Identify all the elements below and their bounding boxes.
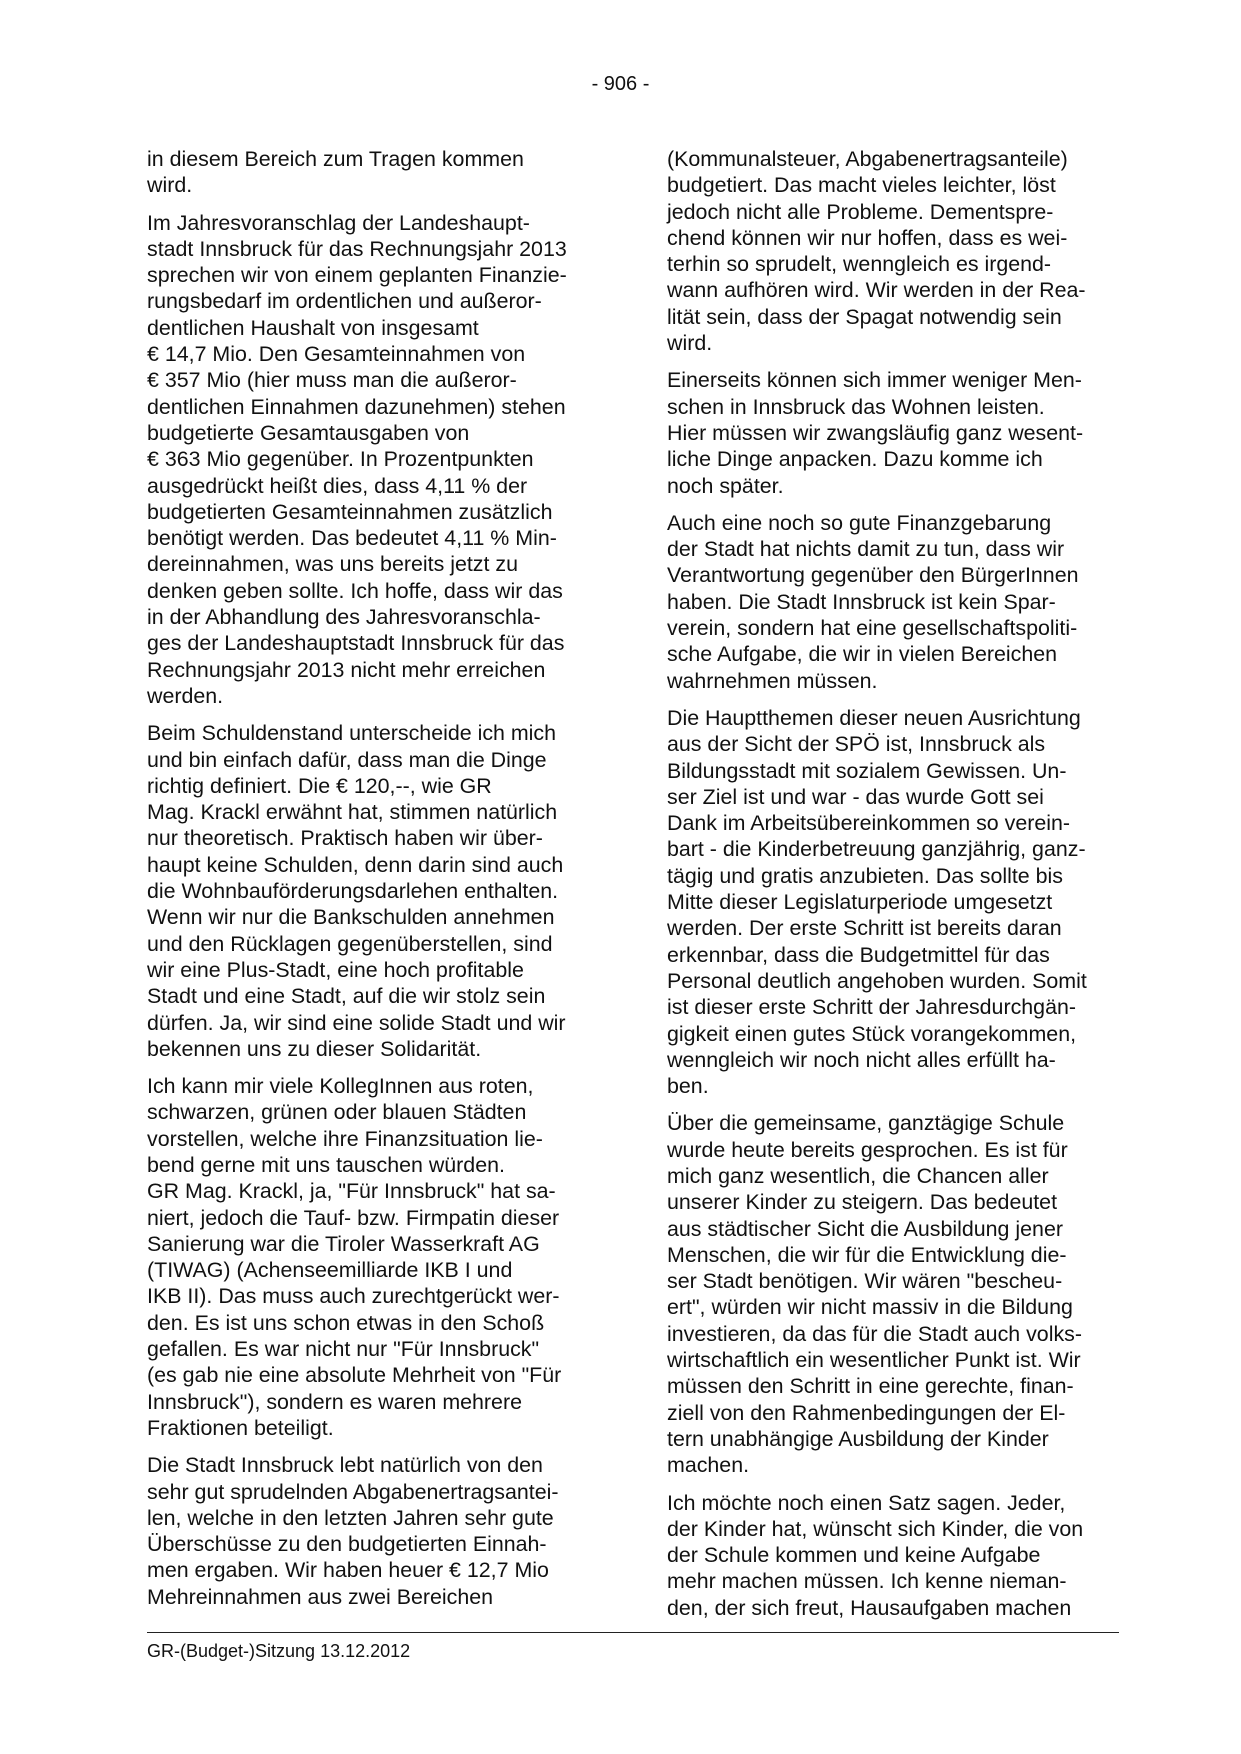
text-line: Über die gemeinsame, ganztägige Schule <box>667 1111 1065 1136</box>
text-line: Mag. Krackl erwähnt hat, stimmen natürlich <box>147 800 558 825</box>
text-line: ziell von den Rahmenbedingungen der El- <box>667 1400 1066 1425</box>
text-line: investieren, da das für die Stadt auch volks- <box>667 1321 1082 1346</box>
text-line: Beim Schuldenstand unterscheide ich mich <box>147 721 557 746</box>
paragraph <box>147 720 597 1062</box>
text-line: dereinnahmen, was uns bereits jetzt zu <box>147 552 518 577</box>
text-line: verein, sondern hat eine gesellschaftspoliti- <box>667 616 1078 641</box>
text-line: und den Rücklagen gegenüberstellen, sind <box>147 931 553 956</box>
text-line: bend gerne mit uns tauschen würden. <box>147 1152 505 1177</box>
text-line: € 357 Mio (hier muss man die außeror- <box>147 368 517 393</box>
text-line: wirtschaftlich ein wesentlicher Punkt ist. Wir <box>667 1348 1081 1373</box>
text-line: Personal deutlich angehoben wurden. Somit <box>667 968 1087 993</box>
text-line: Die Stadt Innsbruck lebt natürlich von den <box>147 1453 543 1478</box>
text-line: Ich möchte noch einen Satz sagen. Jeder, <box>667 1490 1066 1515</box>
text-line: jedoch nicht alle Probleme. Dementspre- <box>667 199 1054 224</box>
text-line: dentlichen Einnahmen dazunehmen) stehen <box>147 394 566 419</box>
text-line: stadt Innsbruck für das Rechnungsjahr 2013 <box>147 236 567 261</box>
text-line: machen. <box>667 1453 750 1478</box>
text-line: gefallen. Es war nicht nur "Für Innsbruck" <box>147 1337 540 1362</box>
text-line: ausgedrückt heißt dies, dass 4,11 % der <box>147 473 528 498</box>
text-line: der Stadt hat nichts damit zu tun, dass wir <box>667 537 1065 562</box>
text-line: der Schule kommen und keine Aufgabe <box>667 1543 1041 1568</box>
text-line: bekennen uns zu dieser Solidarität. <box>147 1036 482 1061</box>
text-line: tern unabhängige Ausbildung der Kinder <box>667 1426 1049 1451</box>
text-line: mehr machen müssen. Ich kenne nieman- <box>667 1569 1067 1594</box>
text-line: Ich kann mir viele KollegInnen aus roten, <box>147 1074 534 1099</box>
text-line: ges der Landeshauptstadt Innsbruck für das <box>147 631 565 656</box>
text-line: wird. <box>147 173 193 198</box>
text-line: Im Jahresvoranschlag der Landeshaupt- <box>147 210 530 235</box>
text-line: budgetierte Gesamtausgaben von <box>147 420 470 445</box>
text-line: mich ganz wesentlich, die Chancen aller <box>667 1163 1049 1188</box>
text-line: Einerseits können sich immer weniger Men- <box>667 368 1082 393</box>
text-line: ser Ziel ist und war - das wurde Gott sei <box>667 784 1044 809</box>
text-line: der Kinder hat, wünscht sich Kinder, die von <box>667 1516 1084 1541</box>
text-line: wahrnehmen müssen. <box>667 668 878 693</box>
text-line: ser Stadt benötigen. Wir wären "bescheu- <box>667 1269 1063 1294</box>
text-line: haupt keine Schulden, denn darin sind auch <box>147 852 564 877</box>
paragraph <box>667 146 1119 356</box>
footer-session-label: GR-(Budget-)Sitzung 13.12.2012 <box>147 1641 411 1661</box>
paragraph <box>147 1452 597 1610</box>
text-line: Mehreinnahmen aus zwei Bereichen <box>147 1584 494 1609</box>
text-line: haben. Die Stadt Innsbruck ist kein Spar- <box>667 589 1056 614</box>
text-line: Innsbruck"), sondern es waren mehrere <box>147 1389 522 1414</box>
paragraph <box>147 210 597 710</box>
text-line: Rechnungsjahr 2013 nicht mehr erreichen <box>147 657 546 682</box>
right-text-column <box>667 146 1119 1632</box>
text-line: in diesem Bereich zum Tragen kommen <box>147 147 524 171</box>
text-line: IKB II). Das muss auch zurechtgerückt wer- <box>147 1284 560 1309</box>
text-line: benötigt werden. Das bedeutet 4,11 % Min- <box>147 526 557 551</box>
text-line: sprechen wir von einem geplanten Finanzie- <box>147 263 567 288</box>
text-line: ist dieser erste Schritt der Jahresdurchgän- <box>667 995 1076 1020</box>
text-line: den, der sich freut, Hausaufgaben machen <box>667 1595 1072 1620</box>
text-line: wir eine Plus-Stadt, eine hoch profitable <box>147 957 524 982</box>
text-line: aus städtischer Sicht die Ausbildung jener <box>667 1216 1063 1241</box>
text-line: werden. <box>147 683 224 708</box>
text-line: bart - die Kinderbetreuung ganzjährig, ganz- <box>667 837 1086 862</box>
text-line: den. Es ist uns schon etwas in den Schoß <box>147 1310 545 1335</box>
text-line: (es gab nie eine absolute Mehrheit von "Für <box>147 1363 562 1388</box>
text-line: Menschen, die wir für die Entwicklung die- <box>667 1242 1067 1267</box>
left-text-column <box>147 146 597 1621</box>
paragraph <box>147 146 597 199</box>
text-line: Mitte dieser Legislaturperiode umgesetzt <box>667 890 1053 915</box>
footer-divider <box>147 1632 1119 1633</box>
text-line: erkennbar, dass die Budgetmittel für das <box>667 942 1050 967</box>
text-line: müssen den Schritt in eine gerechte, finan- <box>667 1374 1074 1399</box>
text-line: Dank im Arbeitsübereinkommen so verein- <box>667 811 1071 836</box>
text-line: Sanierung war die Tiroler Wasserkraft AG <box>147 1231 540 1256</box>
text-line: rungsbedarf im ordentlichen und außeror- <box>147 289 542 314</box>
paragraph <box>667 367 1119 498</box>
text-line: dentlichen Haushalt von insgesamt <box>147 315 479 340</box>
text-line: schwarzen, grünen oder blauen Städten <box>147 1100 527 1125</box>
text-line: Fraktionen beteiligt. <box>147 1415 334 1440</box>
text-line: in der Abhandlung des Jahresvoranschla- <box>147 605 541 630</box>
text-line: ben. <box>667 1074 709 1099</box>
text-line: lität sein, dass der Spagat notwendig sein <box>667 304 1062 329</box>
text-line: tägig und gratis anzubieten. Das sollte bis <box>667 863 1063 888</box>
text-line: vorstellen, welche ihre Finanzsituation lie- <box>147 1126 543 1151</box>
text-line: men ergaben. Wir haben heuer € 12,7 Mio <box>147 1558 549 1583</box>
text-line: sche Aufgabe, die wir in vielen Bereichen <box>667 642 1058 667</box>
text-line: ert", würden wir nicht massiv in die Bildung <box>667 1295 1073 1320</box>
text-line: noch später. <box>667 473 784 498</box>
text-line: niert, jedoch die Tauf- bzw. Firmpatin dieser <box>147 1205 560 1230</box>
paragraph <box>667 705 1119 1099</box>
text-line: len, welche in den letzten Jahren sehr gute <box>147 1505 554 1530</box>
text-line: unserer Kinder zu steigern. Das bedeutet <box>667 1190 1058 1215</box>
text-line: Hier müssen wir zwangsläufig ganz wesent- <box>667 420 1084 445</box>
text-line: nur theoretisch. Praktisch haben wir über- <box>147 826 543 851</box>
text-line: € 363 Mio gegenüber. In Prozentpunkten <box>147 447 534 472</box>
text-line: budgetierten Gesamteinnahmen zusätzlich <box>147 499 553 524</box>
text-line: (TIWAG) (Achenseemilliarde IKB I und <box>147 1258 513 1283</box>
text-line: und bin einfach dafür, dass man die Dinge <box>147 747 547 772</box>
paragraph <box>147 1073 597 1441</box>
paragraph <box>667 1490 1119 1621</box>
paragraph <box>667 510 1119 694</box>
text-line: Verantwortung gegenüber den BürgerInnen <box>667 563 1079 588</box>
text-line: richtig definiert. Die € 120,--, wie GR <box>147 773 492 798</box>
text-line: Wenn wir nur die Bankschulden annehmen <box>147 905 555 930</box>
text-line: Auch eine noch so gute Finanzgebarung <box>667 510 1052 535</box>
text-line: die Wohnbauförderungsdarlehen enthalten. <box>147 879 559 904</box>
text-line: wird. <box>667 331 713 356</box>
text-line: werden. Der erste Schritt ist bereits daran <box>667 916 1062 941</box>
text-line: dürfen. Ja, wir sind eine solide Stadt und wir <box>147 1010 566 1035</box>
text-line: Bildungsstadt mit sozialem Gewissen. Un- <box>667 758 1067 783</box>
text-line: liche Dinge anpacken. Dazu komme ich <box>667 447 1043 472</box>
text-line: budgetiert. Das macht vieles leichter, löst <box>667 173 1056 198</box>
text-line: Stadt und eine Stadt, auf die wir stolz sein <box>147 984 546 1009</box>
text-line: aus der Sicht der SPÖ ist, Innsbruck als <box>667 732 1046 757</box>
text-line: terhin so sprudelt, wenngleich es irgend- <box>667 252 1052 277</box>
text-line: schen in Innsbruck das Wohnen leisten. <box>667 394 1045 419</box>
text-line: wurde heute bereits gesprochen. Es ist für <box>667 1137 1068 1162</box>
text-line: GR Mag. Krackl, ja, "Für Innsbruck" hat sa- <box>147 1179 556 1204</box>
text-line: sehr gut sprudelnden Abgabenertragsantei- <box>147 1479 559 1504</box>
text-line: Die Hauptthemen dieser neuen Ausrichtung <box>667 705 1081 730</box>
text-line: Überschüsse zu den budgetierten Einnah- <box>147 1532 547 1557</box>
text-line: wann aufhören wird. Wir werden in der Rea- <box>667 278 1086 303</box>
text-line: gigkeit einen gutes Stück vorangekommen, <box>667 1021 1077 1046</box>
text-line: € 14,7 Mio. Den Gesamteinnahmen von <box>147 342 526 367</box>
text-line: wenngleich wir noch nicht alles erfüllt ha- <box>667 1047 1056 1072</box>
paragraph <box>667 1110 1119 1478</box>
text-line: (Kommunalsteuer, Abgabenertragsanteile) <box>667 147 1068 171</box>
text-line: chend können wir nur hoffen, dass es wei- <box>667 225 1068 250</box>
page-number: - 906 - <box>591 73 650 95</box>
text-line: denken geben sollte. Ich hoffe, dass wir das <box>147 578 563 603</box>
